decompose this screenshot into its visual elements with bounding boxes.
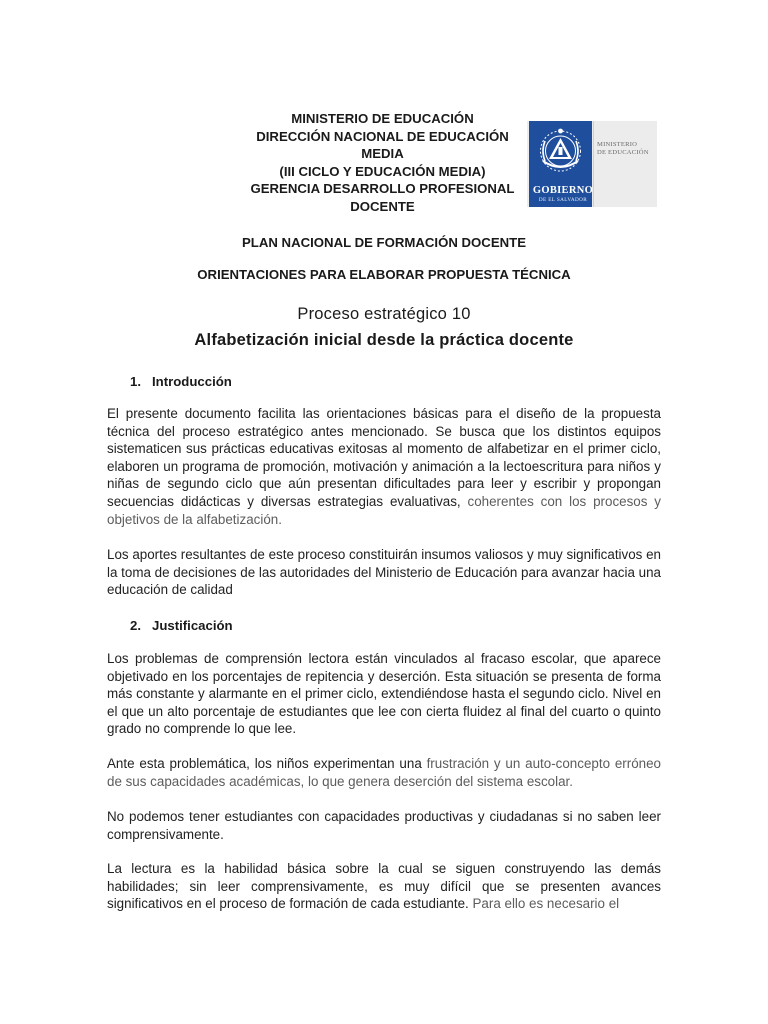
header-line: (III CICLO Y EDUCACIÓN MEDIA) <box>279 163 486 179</box>
section-number: 1. <box>130 374 141 389</box>
paragraph-text: La lectura es la habilidad básica sobre la cual se siguen construyendo las demás habilidades; sin leer comprensivamente, es muy difícil que se presenten avances significativos en el proceso de formación de cada estudiante. <box>107 861 661 912</box>
paragraph-text-muted: coherentes con los procesos y objetivos de la alfabetización. <box>107 493 661 527</box>
plan-title: PLAN NACIONAL DE FORMACIÓN DOCENTE <box>241 235 527 250</box>
institution-header <box>200 110 565 215</box>
paragraph-text: El presente documento facilita las orientaciones básicas para el diseño de la propuesta técnica del proceso estratégico antes mencionado. Se busca que los distintos equipos sistematicen sus prácticas educativas exitosas al momento de alfabetizar en el primer ciclo, elaboren un programa de promoción, motivación y animación a la lectoescritura para niños y niñas de segundo ciclo que aún presentan dificultades para leer y escribir y propongan secuencias didácticas y diversas estrategias evaluativas, <box>107 406 661 509</box>
paragraph-text-muted: frustración y un auto-concepto erróneo de sus capacidades académicas, lo que genera deserción del sistema escolar. <box>107 756 661 789</box>
logo-divider <box>593 121 594 207</box>
logo-gobierno-text: GOBIERNO <box>532 185 594 196</box>
paragraph: Los problemas de comprensión lectora están vinculados al fracaso escolar, que aparece objetivado en los porcentajes de repitencia y deserción. Esta situación se presenta de forma más constante y alarmante en el primer ciclo, extendiéndose hasta el segundo ciclo. Nivel en el que un alto porcentaje de estudiantes que lee con cierta fluidez al final del cuarto o quinto grado no comprende lo que lee. <box>107 651 661 737</box>
paragraph: Los aportes resultantes de este proceso constituirán insumos valiosos y muy significativos en la toma de decisiones de las autoridades del Ministerio de Educación para avanzar hacia una educación de calidad <box>107 547 661 598</box>
gobierno-logo <box>527 121 657 207</box>
logo-salvador-text: DE EL SALVADOR <box>538 197 588 203</box>
alfabetizacion-title: Alfabetización inicial desde la práctica docente <box>194 331 574 349</box>
section-heading-justificacion <box>130 618 233 633</box>
coat-of-arms-icon <box>529 121 592 183</box>
orientaciones-title: ORIENTACIONES PARA ELABORAR PROPUESTA TÉCNICA <box>197 267 571 282</box>
header-line: MEDIA <box>361 146 404 161</box>
header-line: GERENCIA DESARROLLO PROFESIONAL <box>250 181 515 196</box>
section-title: Introducción <box>152 374 232 389</box>
section-number: 2. <box>130 618 141 633</box>
logo-ministerio-text <box>597 141 657 157</box>
paragraph <box>107 860 661 913</box>
paragraph-text-muted: Para ello es necesario el <box>468 896 620 912</box>
section-title: Justificación <box>152 618 233 633</box>
section-heading-introduccion <box>130 374 232 389</box>
proceso-title: Proceso estratégico 10 <box>297 305 471 323</box>
paragraph <box>107 755 661 790</box>
paragraph-text: Ante esta problemática, los niños experimentan una <box>107 756 422 771</box>
paragraph: No podemos tener estudiantes con capacidades productivas y ciudadanas si no saben leer comprensivamente. <box>107 809 661 842</box>
header-line: MINISTERIO DE EDUCACIÓN <box>291 111 474 126</box>
header-line: DIRECCIÓN NACIONAL DE EDUCACIÓN <box>256 128 509 144</box>
paragraph <box>107 405 661 528</box>
logo-ministerio-line: MINISTERIO <box>597 141 638 148</box>
logo-blue-panel <box>529 121 592 207</box>
logo-ministerio-line: DE EDUCACIÓN <box>597 149 649 156</box>
header-line: DOCENTE <box>350 198 415 214</box>
